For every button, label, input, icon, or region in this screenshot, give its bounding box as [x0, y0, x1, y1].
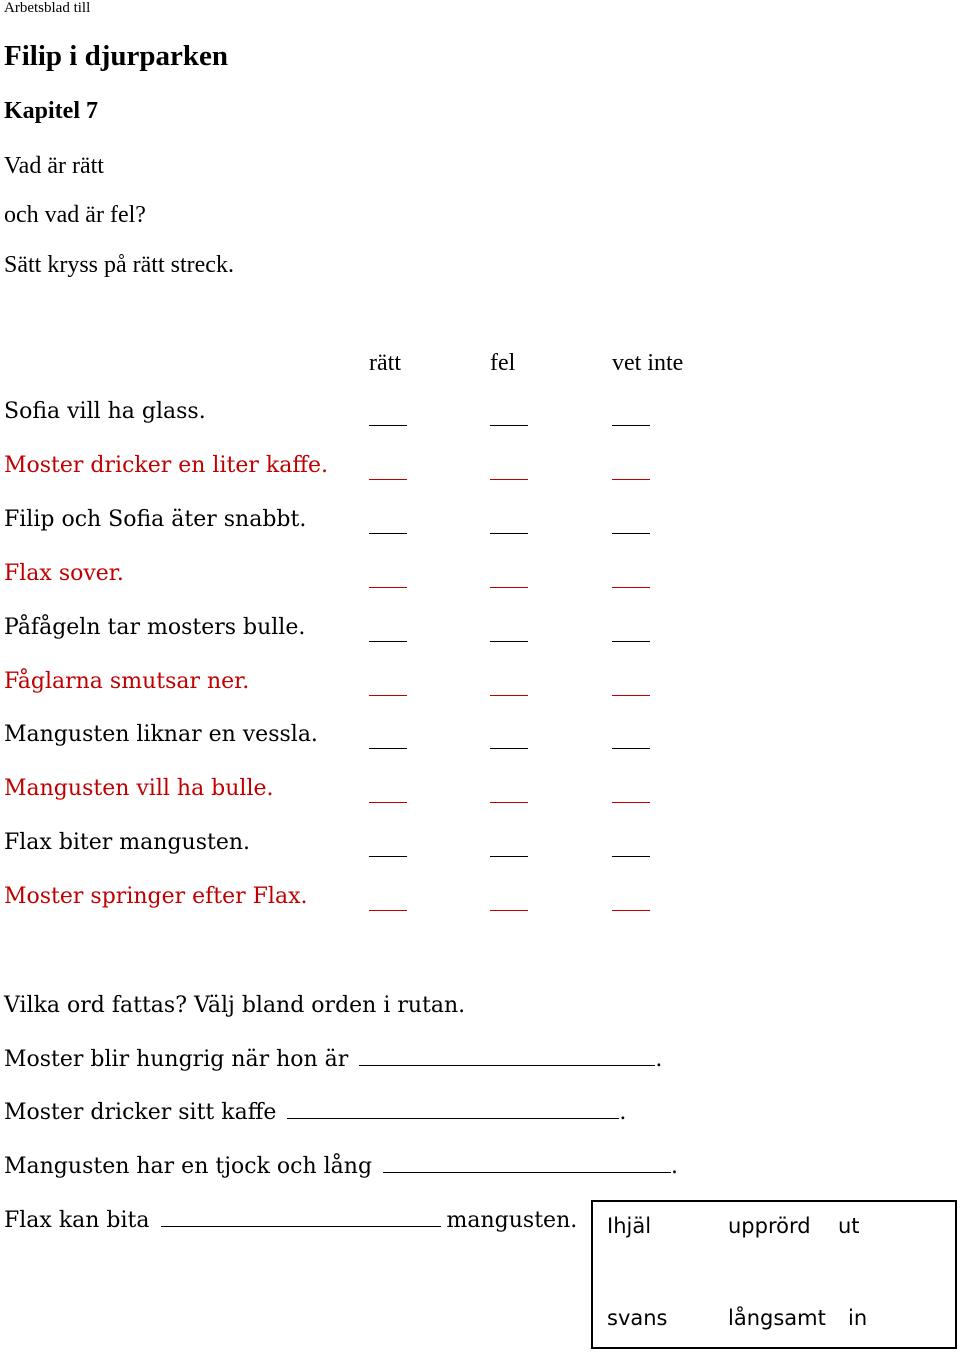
statement-text: Flax sover.: [4, 560, 124, 586]
page-title: Filip i djurparken: [4, 40, 228, 72]
fill-sentence-1: [4, 1047, 662, 1072]
answer-blank-unknown[interactable]: [612, 856, 650, 857]
fill-sentence-4: [4, 1208, 577, 1233]
answer-blank-correct[interactable]: [369, 533, 407, 534]
statement-text: Fåglarna smutsar ner.: [4, 668, 250, 694]
fill-sentence-3: [4, 1154, 678, 1179]
word-bank-word: upprörd: [728, 1214, 811, 1238]
answer-blank-unknown[interactable]: [612, 695, 650, 696]
fill-sentence-4-before: Flax kan bita: [4, 1208, 150, 1233]
fill-sentence-2: [4, 1100, 626, 1125]
statement-text: Moster springer efter Flax.: [4, 884, 308, 910]
answer-blank-unknown[interactable]: [612, 802, 650, 803]
fill-sentence-4-after: mangusten.: [446, 1208, 578, 1233]
column-header-unknown: vet inte: [612, 350, 684, 376]
answer-blank-correct[interactable]: [369, 856, 407, 857]
word-bank-word: Ihjäl: [607, 1214, 652, 1238]
answer-blank-correct[interactable]: [369, 641, 407, 642]
answer-blank-correct[interactable]: [369, 802, 407, 803]
word-bank-word: in: [848, 1306, 868, 1330]
answer-blank-wrong[interactable]: [490, 802, 528, 803]
statement-text: Flax biter mangusten.: [4, 830, 251, 856]
answer-blank-wrong[interactable]: [490, 641, 528, 642]
fill-sentence-1-after: .: [655, 1047, 663, 1072]
intro-line-1: Vad är rätt: [4, 153, 104, 179]
statement-text: Filip och Sofia äter snabbt.: [4, 506, 307, 532]
intro-line-2: och vad är fel?: [4, 202, 146, 228]
fill-blank-2[interactable]: [287, 1100, 619, 1119]
answer-blank-unknown[interactable]: [612, 910, 650, 911]
fill-blank-1[interactable]: [359, 1047, 655, 1066]
statement-text: Påfågeln tar mosters bulle.: [4, 614, 306, 640]
answer-blank-wrong[interactable]: [490, 910, 528, 911]
answer-blank-unknown[interactable]: [612, 533, 650, 534]
answer-blank-correct[interactable]: [369, 748, 407, 749]
word-bank-word: långsamt: [728, 1306, 826, 1330]
fill-sentence-2-after: .: [619, 1100, 627, 1125]
fill-blank-3[interactable]: [383, 1154, 671, 1173]
answer-blank-correct[interactable]: [369, 479, 407, 480]
statement-text: Mangusten liknar en vessla.: [4, 722, 318, 748]
answer-blank-correct[interactable]: [369, 910, 407, 911]
fill-sentence-3-after: .: [671, 1154, 679, 1179]
statement-text: Moster dricker en liter kaffe.: [4, 452, 328, 478]
answer-blank-wrong[interactable]: [490, 533, 528, 534]
answer-blank-unknown[interactable]: [612, 748, 650, 749]
answer-blank-correct[interactable]: [369, 425, 407, 426]
fill-sentence-3-before: Mangusten har en tjock och lång: [4, 1154, 373, 1179]
answer-blank-unknown[interactable]: [612, 425, 650, 426]
word-bank-box: [591, 1200, 957, 1349]
intro-line-3: Sätt kryss på rätt streck.: [4, 252, 234, 278]
answer-blank-wrong[interactable]: [490, 748, 528, 749]
answer-blank-wrong[interactable]: [490, 587, 528, 588]
column-header-correct: rätt: [369, 350, 401, 376]
fill-blank-4[interactable]: [161, 1208, 441, 1227]
statement-text: Mangusten vill ha bulle.: [4, 776, 274, 802]
answer-blank-unknown[interactable]: [612, 587, 650, 588]
fill-sentence-1-before: Moster blir hungrig när hon är: [4, 1047, 349, 1072]
statement-text: Sofia vill ha glass.: [4, 399, 206, 424]
answer-blank-correct[interactable]: [369, 695, 407, 696]
word-bank-word: svans: [607, 1306, 668, 1330]
answer-blank-wrong[interactable]: [490, 479, 528, 480]
word-bank-word: ut: [838, 1214, 860, 1238]
answer-blank-wrong[interactable]: [490, 425, 528, 426]
answer-blank-wrong[interactable]: [490, 695, 528, 696]
answer-blank-unknown[interactable]: [612, 479, 650, 480]
answer-blank-correct[interactable]: [369, 587, 407, 588]
answer-blank-wrong[interactable]: [490, 856, 528, 857]
fill-sentence-2-before: Moster dricker sitt kaffe: [4, 1100, 277, 1125]
answer-blank-unknown[interactable]: [612, 641, 650, 642]
worksheet-label: Arbetsblad till: [4, 0, 91, 16]
fill-instruction: Vilka ord fattas? Välj bland orden i rutan.: [4, 993, 466, 1018]
chapter-heading: Kapitel 7: [4, 98, 98, 124]
column-header-wrong: fel: [490, 350, 516, 376]
